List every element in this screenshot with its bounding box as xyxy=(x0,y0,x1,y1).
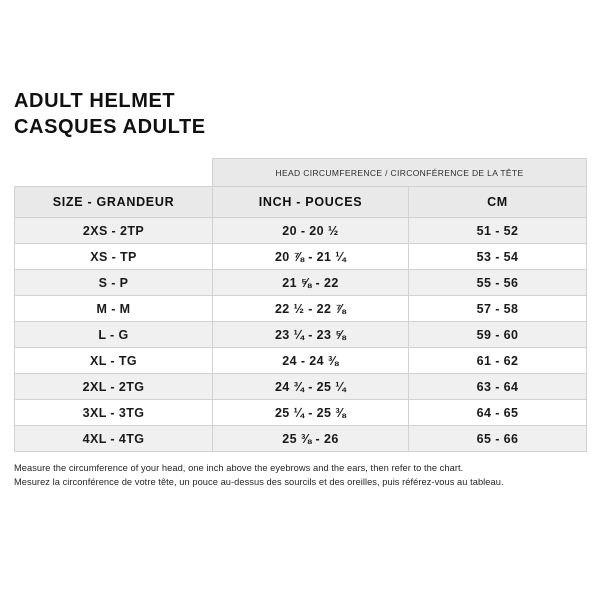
table-row xyxy=(15,218,587,244)
page-title xyxy=(14,0,586,140)
cell-cm: 55 - 56 xyxy=(409,270,587,296)
title-french: CASQUES ADULTE xyxy=(14,116,206,138)
cell-inch: 24 - 24 ⅜ xyxy=(213,348,409,374)
note-english: Measure the circumference of your head, one inch above the eyebrows and the ears, then refer to the chart. xyxy=(14,463,464,473)
cell-inch: 20 - 20 ½ xyxy=(213,218,409,244)
table-row xyxy=(15,270,587,296)
title-english: ADULT HELMET xyxy=(14,90,176,112)
cell-cm: 59 - 60 xyxy=(409,322,587,348)
cell-inch: 24 ¾ - 25 ¼ xyxy=(213,374,409,400)
cell-size: 4XL - 4TG xyxy=(15,426,213,452)
cell-inch: 23 ¼ - 23 ⅝ xyxy=(213,322,409,348)
cell-size: 2XS - 2TP xyxy=(15,218,213,244)
table-row xyxy=(15,426,587,452)
cell-size: 3XL - 3TG xyxy=(15,400,213,426)
cell-inch: 22 ½ - 22 ⅞ xyxy=(213,296,409,322)
column-header-inch: INCH - POUCES xyxy=(213,187,409,218)
table-row xyxy=(15,244,587,270)
column-header-cm: CM xyxy=(409,187,587,218)
column-header-size: SIZE - GRANDEUR xyxy=(15,187,213,218)
cell-cm: 63 - 64 xyxy=(409,374,587,400)
cell-size: L - G xyxy=(15,322,213,348)
table-row xyxy=(15,348,587,374)
table-row xyxy=(15,400,587,426)
cell-inch: 25 ¼ - 25 ⅜ xyxy=(213,400,409,426)
table-row xyxy=(15,296,587,322)
cell-cm: 51 - 52 xyxy=(409,218,587,244)
table-group-header-row xyxy=(15,159,587,187)
table-row xyxy=(15,322,587,348)
cell-size: S - P xyxy=(15,270,213,296)
cell-inch: 21 ⅝ - 22 xyxy=(213,270,409,296)
cell-inch: 25 ⅜ - 26 xyxy=(213,426,409,452)
cell-cm: 65 - 66 xyxy=(409,426,587,452)
measurement-note xyxy=(14,462,586,490)
cell-size: XS - TP xyxy=(15,244,213,270)
group-header-spacer xyxy=(15,159,213,187)
cell-inch: 20 ⅞ - 21 ¼ xyxy=(213,244,409,270)
cell-cm: 57 - 58 xyxy=(409,296,587,322)
cell-size: 2XL - 2TG xyxy=(15,374,213,400)
cell-cm: 61 - 62 xyxy=(409,348,587,374)
cell-cm: 64 - 65 xyxy=(409,400,587,426)
note-french: Mesurez la circonférence de votre tête, un pouce au-dessus des sourcils et des oreilles, puis référez-vous au tableau. xyxy=(14,476,504,487)
group-header-head-circumference: HEAD CIRCUMFERENCE / CIRCONFÉRENCE DE LA TÊTE xyxy=(213,159,587,187)
table-row xyxy=(15,374,587,400)
cell-size: M - M xyxy=(15,296,213,322)
cell-cm: 53 - 54 xyxy=(409,244,587,270)
table-column-header-row xyxy=(15,187,587,218)
cell-size: XL - TG xyxy=(15,348,213,374)
size-chart-table xyxy=(14,158,587,452)
